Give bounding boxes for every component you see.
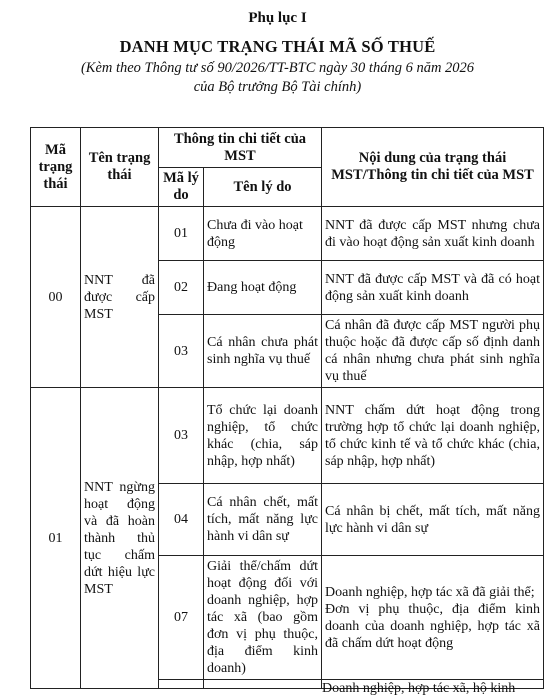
content-cell — [322, 556, 544, 680]
reason-name-cell: Đang hoạt động — [204, 261, 322, 315]
reason-code-cell: 03 — [159, 388, 204, 484]
content-cell: NNT chấm dứt hoạt động trong trường hợp tổ chức lại doanh nghiệp, tổ chức kinh tế và tổ chức khác (chia, sáp nhập, hợp nhất) — [322, 388, 544, 484]
reason-code-cell: 01 — [159, 207, 204, 261]
table-row — [31, 388, 544, 484]
document-title: DANH MỤC TRẠNG THÁI MÃ SỐ THUẾ — [119, 37, 436, 56]
header-reason-code: Mã lý do — [159, 168, 204, 207]
reason-name-cell: Cá nhân chết, mất tích, mất năng lực hành vi dân sự — [204, 484, 322, 556]
content-cell: NNT đã được cấp MST nhưng chưa đi vào hoạt động sản xuất kinh doanh — [322, 207, 544, 261]
content-cell: Cá nhân đã được cấp MST người phụ thuộc hoặc đã được cấp số định danh cá nhân nhưng chưa phát sinh nghĩa vụ thuế — [322, 315, 544, 388]
reason-name-cell: Chưa đi vào hoạt động — [204, 207, 322, 261]
status-name-cell: NNT đã được cấp MST — [81, 207, 159, 388]
status-name-cell: NNT ngừng hoạt động và đã hoàn thành thủ tục chấm dứt hiệu lực MST — [81, 388, 159, 689]
content-cell: NNT đã được cấp MST và đã có hoạt động sản xuất kinh doanh — [322, 261, 544, 315]
cut-row-text: Doanh nghiệp, hợp tác xã, hộ kinh — [322, 681, 516, 696]
content-line: Đơn vị phụ thuộc, địa điểm kinh doanh của doanh nghiệp, hợp tác xã đã chấm dứt hoạt động — [325, 601, 541, 651]
reason-code-cell: 02 — [159, 261, 204, 315]
reason-name-cell: Cá nhân chưa phát sinh nghĩa vụ thuế — [204, 315, 322, 388]
header-detail-group: Thông tin chi tiết của MST — [159, 128, 322, 168]
status-code-cell: 00 — [31, 207, 81, 388]
header-reason-name: Tên lý do — [204, 168, 322, 207]
reason-code-cell: 04 — [159, 484, 204, 556]
reason-name-cell: Giải thể/chấm dứt hoạt động đối với doanh nghiệp, hợp tác xã (bao gồm đơn vị phụ thuộc, địa điểm kinh doanh) — [204, 556, 322, 680]
document-subtitle-line1: (Kèm theo Thông tư số 90/2026/TT-BTC ngày 30 tháng 6 năm 2026 — [80, 60, 475, 76]
table-row — [31, 207, 544, 261]
header-status-code: Mã trạng thái — [31, 128, 81, 207]
tax-status-table — [30, 127, 544, 696]
reason-code-cell: 07 — [159, 556, 204, 680]
appendix-label: Phụ lục I — [248, 10, 307, 26]
header-status-name: Tên trạng thái — [81, 128, 159, 207]
status-code-cell: 01 — [31, 388, 81, 689]
reason-name-cell: Tổ chức lại doanh nghiệp, tổ chức khác (chia, sáp nhập, hợp nhất) — [204, 388, 322, 484]
content-line: Doanh nghiệp, hợp tác xã đã giải thể; — [325, 584, 535, 600]
header-content: Nội dung của trạng thái MST/Thông tin chi tiết của MST — [322, 128, 544, 207]
document-subtitle-line2: của Bộ trưởng Bộ Tài chính) — [193, 79, 362, 95]
content-cell: Cá nhân bị chết, mất tích, mất năng lực hành vi dân sự — [322, 484, 544, 556]
reason-code-cell: 03 — [159, 315, 204, 388]
